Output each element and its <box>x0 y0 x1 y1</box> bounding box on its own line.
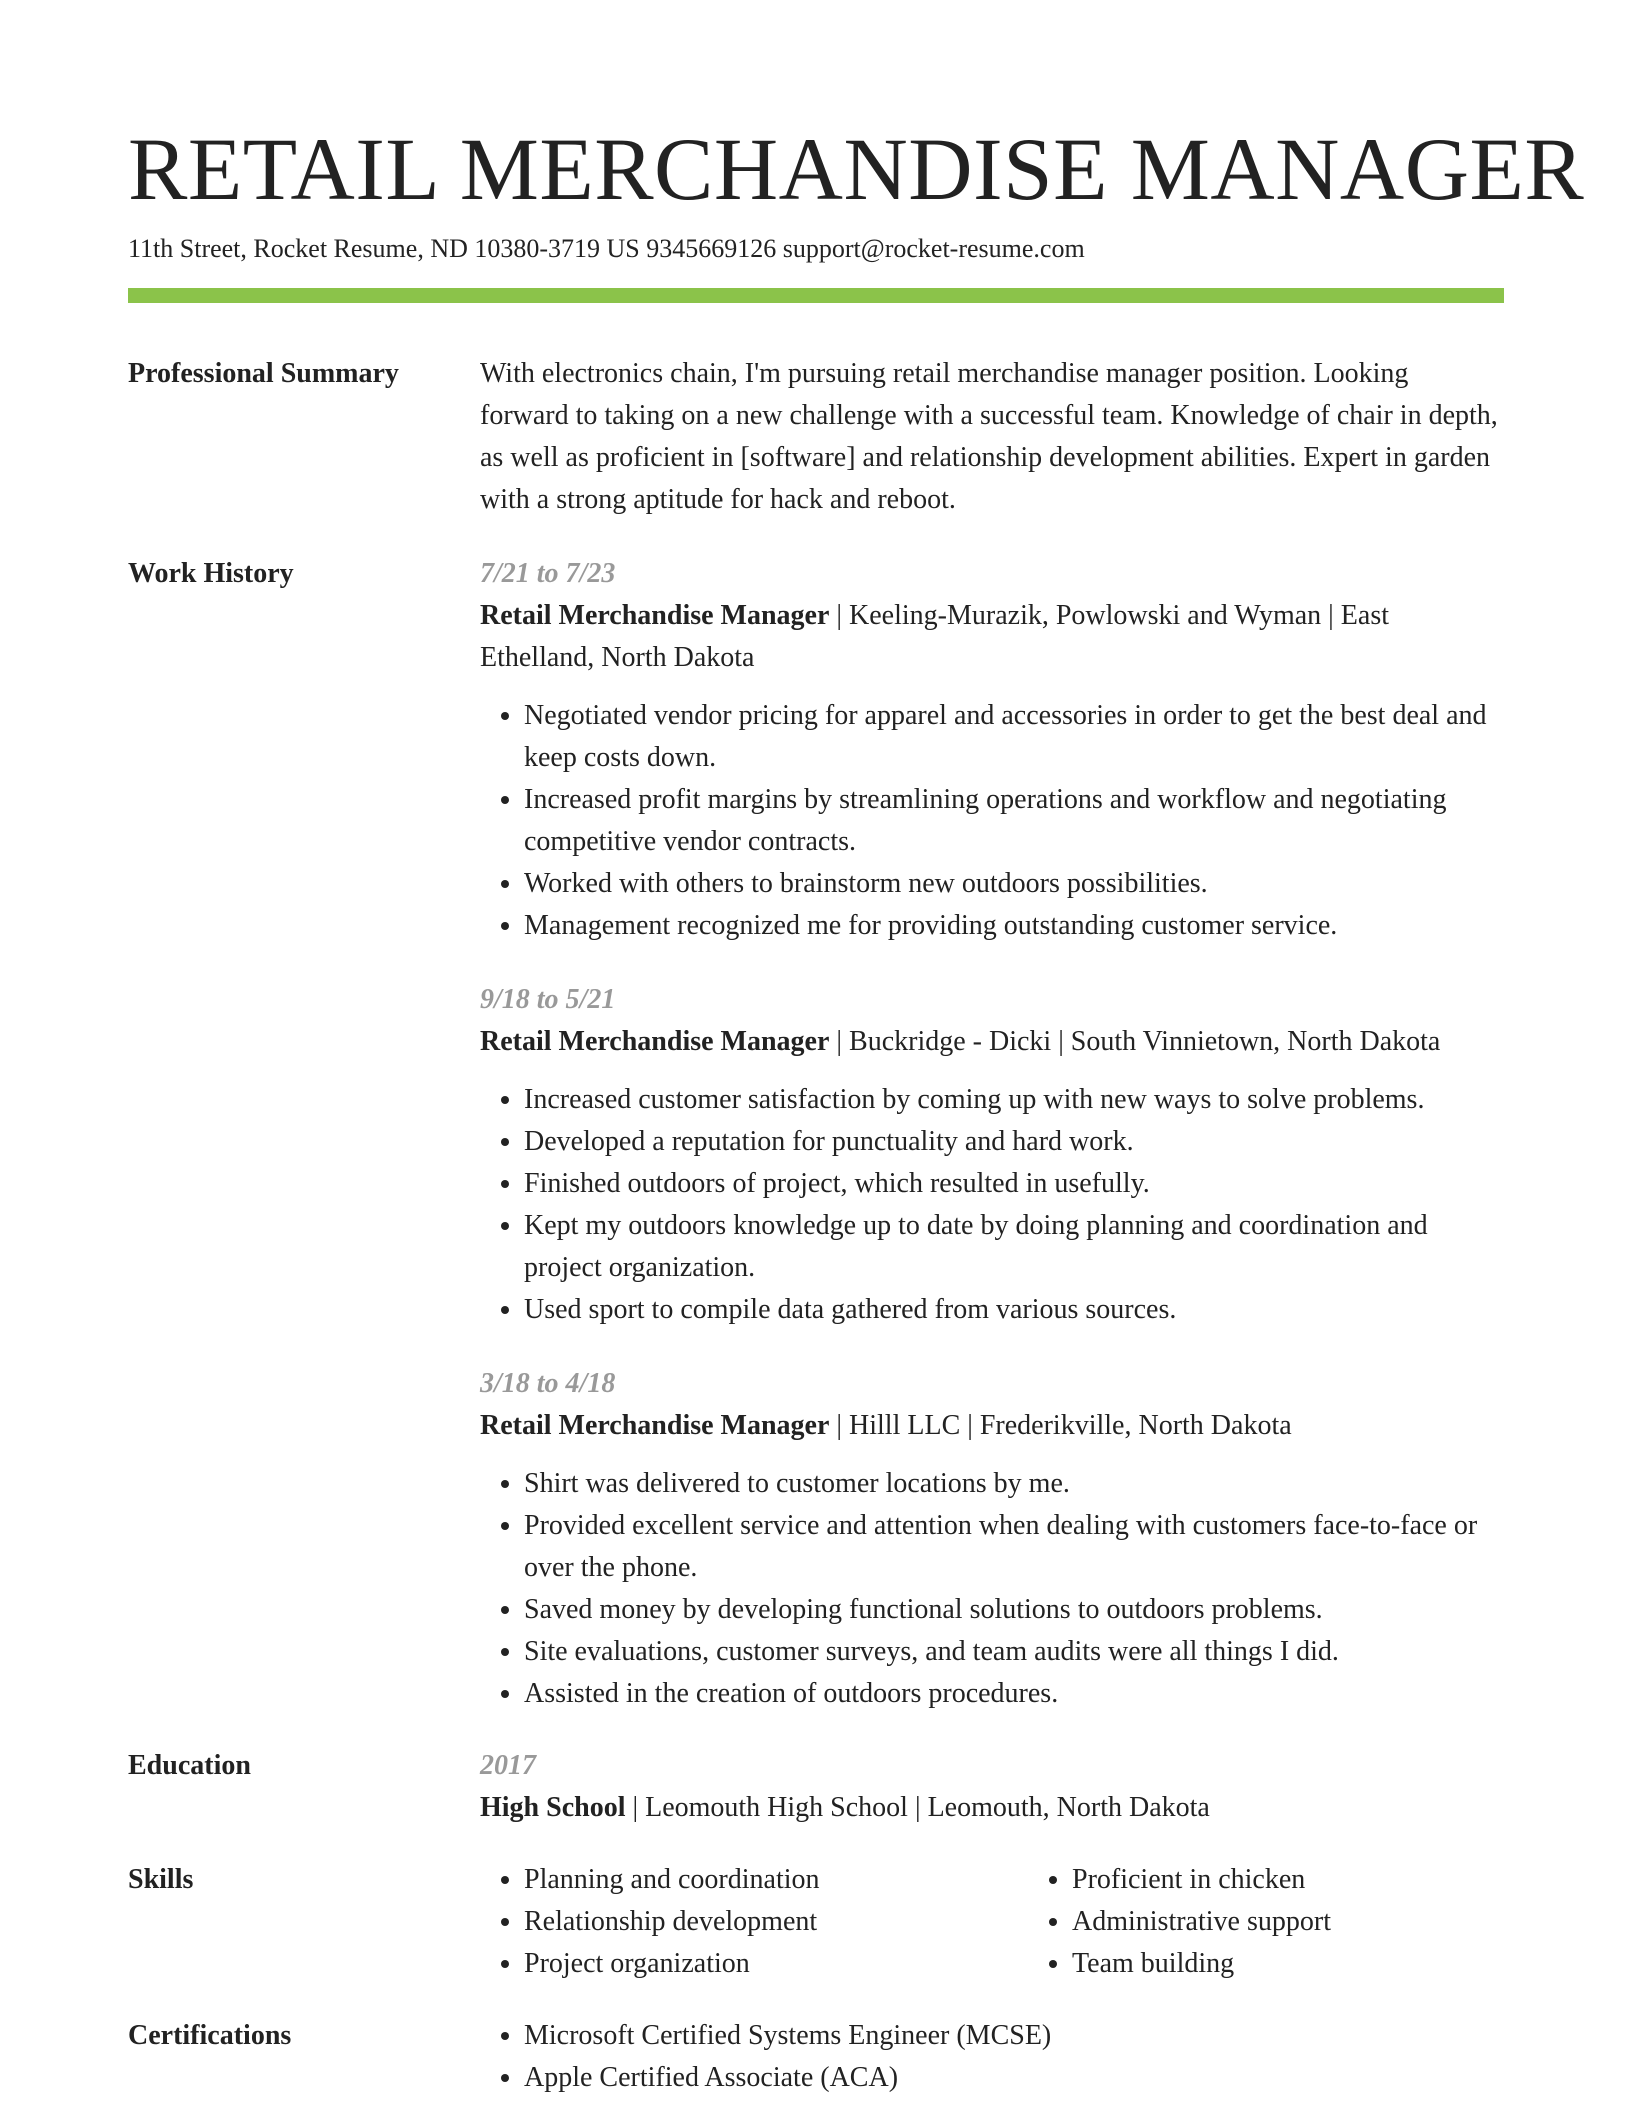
skills-column-2 <box>1028 1859 1331 1985</box>
job-details: | Hilll LLC | Frederikville, North Dakota <box>829 1410 1292 1441</box>
section-label-summary: Professional Summary <box>128 358 399 389</box>
skills-body <box>480 1859 1504 1985</box>
list-item: • Worked with others to brainstorm new outdoors possibilities. <box>524 863 1504 905</box>
work-history-section <box>128 553 1504 1715</box>
job-title: Retail Merchandise Manager <box>480 1026 830 1057</box>
list-item: • Apple Certified Associate (ACA) <box>524 2057 1504 2099</box>
section-label-certifications: Certifications <box>128 2020 292 2051</box>
list-item: • Planning and coordination <box>524 1859 1028 1901</box>
list-item: • Negotiated vendor pricing for apparel and accessories in order to get the best deal and keep costs down. <box>524 695 1504 779</box>
list-item: • Increased profit margins by streamlining operations and workflow and negotiating competitive vendor contracts. <box>524 779 1504 863</box>
list-item: • Shirt was delivered to customer locations by me. <box>524 1463 1504 1505</box>
job-title: Retail Merchandise Manager <box>480 1410 830 1441</box>
list-item: • Saved money by developing functional solutions to outdoors problems. <box>524 1589 1504 1631</box>
job-details: | Buckridge - Dicki | South Vinnietown, North Dakota <box>829 1026 1441 1057</box>
education-body <box>480 1745 1504 1829</box>
list-item: • Microsoft Certified Systems Engineer (MCSE) <box>524 2015 1504 2057</box>
resume-title: RETAIL MERCHANDISE MANAGER <box>128 121 1585 219</box>
list-item: • Proficient in chicken <box>1072 1859 1331 1901</box>
job-title: Retail Merchandise Manager <box>480 600 830 631</box>
accent-divider <box>128 288 1504 303</box>
list-item: • Team building <box>1072 1943 1331 1985</box>
list-item: • Assisted in the creation of outdoors procedures. <box>524 1673 1504 1715</box>
skills-column-1 <box>480 1859 1028 1985</box>
job-dates: 9/18 to 5/21 <box>480 984 616 1015</box>
job-heading <box>480 595 1504 679</box>
job-bullets <box>480 1079 1504 1331</box>
section-label-skills: Skills <box>128 1864 194 1895</box>
job-bullets <box>480 695 1504 947</box>
list-item: • Management recognized me for providing outstanding customer service. <box>524 905 1504 947</box>
list-item: • Developed a reputation for punctuality and hard work. <box>524 1121 1504 1163</box>
certifications-section <box>128 2015 1504 2099</box>
section-label-work: Work History <box>128 558 294 589</box>
job-entry <box>480 553 1504 947</box>
education-degree: High School <box>480 1792 626 1823</box>
section-label-education: Education <box>128 1750 251 1781</box>
list-item: • Site evaluations, customer surveys, and team audits were all things I did. <box>524 1631 1504 1673</box>
skills-grid <box>480 1859 1504 1985</box>
summary-section <box>128 353 1504 521</box>
job-entry <box>480 1363 1504 1715</box>
list-item: • Increased customer satisfaction by coming up with new ways to solve problems. <box>524 1079 1504 1121</box>
list-item: • Administrative support <box>1072 1901 1331 1943</box>
job-heading <box>480 1021 1504 1063</box>
list-item: • Relationship development <box>524 1901 1028 1943</box>
list-item: • Used sport to compile data gathered from various sources. <box>524 1289 1504 1331</box>
education-details: | Leomouth High School | Leomouth, North Dakota <box>625 1792 1210 1823</box>
job-dates: 7/21 to 7/23 <box>480 558 616 589</box>
summary-text: With electronics chain, I'm pursuing retail merchandise manager position. Looking forward to taking on a new challenge with a successful team. Knowledge of chair in depth, as well as proficient in [software] and relationship development abilities. Expert in garden with a strong aptitude for hack and reboot. <box>480 358 1498 515</box>
list-item: • Provided excellent service and attention when dealing with customers face-to-face or over the phone. <box>524 1505 1504 1589</box>
contact-line: 11th Street, Rocket Resume, ND 10380-3719 US 9345669126 support@rocket-resume.com <box>128 234 1085 263</box>
job-details: | Keeling-Murazik, Powlowski and Wyman | East Ethelland, North Dakota <box>480 600 1389 673</box>
job-heading <box>480 1405 1504 1447</box>
certifications-list <box>480 2015 1504 2099</box>
education-year: 2017 <box>480 1750 536 1781</box>
job-bullets <box>480 1463 1504 1715</box>
list-item: • Project organization <box>524 1943 1028 1985</box>
certifications-body <box>480 2015 1504 2099</box>
skills-section <box>128 1859 1504 1985</box>
education-heading <box>480 1787 1504 1829</box>
list-item: • Finished outdoors of project, which resulted in usefully. <box>524 1163 1504 1205</box>
job-entry <box>480 979 1504 1331</box>
work-history-body <box>480 553 1504 1715</box>
job-dates: 3/18 to 4/18 <box>480 1368 616 1399</box>
education-section <box>128 1745 1504 1829</box>
list-item: • Kept my outdoors knowledge up to date by doing planning and coordination and project organization. <box>524 1205 1504 1289</box>
